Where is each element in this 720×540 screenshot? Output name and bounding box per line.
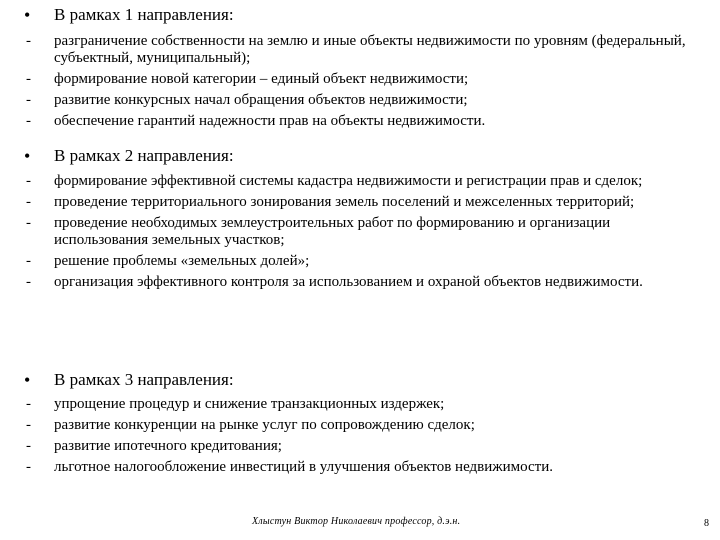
page-number: 8 bbox=[704, 518, 709, 529]
list-item bbox=[24, 438, 704, 455]
dash-icon: - bbox=[26, 92, 31, 108]
dash-icon: - bbox=[26, 417, 31, 433]
dash-icon: - bbox=[26, 396, 31, 412]
list-item-text: льготное налогообложение инвестиций в улучшения объектов недвижимости. bbox=[54, 459, 554, 475]
section-direction-2 bbox=[24, 146, 704, 291]
list-item bbox=[24, 113, 704, 130]
section-heading-text: В рамках 1 направления: bbox=[54, 5, 234, 24]
bullet-icon: • bbox=[24, 5, 31, 25]
dash-icon: - bbox=[26, 33, 31, 49]
list-item-text: развитие конкурсных начал обращения объектов недвижимости; bbox=[54, 92, 468, 108]
section-direction-3 bbox=[24, 370, 704, 476]
list-item bbox=[24, 459, 704, 476]
bullet-icon: • bbox=[24, 146, 31, 166]
list-item-text: упрощение процедур и снижение транзакционных издержек; bbox=[54, 396, 445, 412]
dash-icon: - bbox=[26, 113, 31, 129]
list-item bbox=[24, 417, 704, 434]
dash-icon: - bbox=[26, 194, 31, 210]
dash-icon: - bbox=[26, 71, 31, 87]
section-direction-1 bbox=[24, 5, 704, 130]
section-heading bbox=[24, 146, 704, 166]
section-heading bbox=[24, 370, 704, 390]
list-item-text: проведение территориального зонирования земель поселений и межселенных территорий; bbox=[54, 194, 635, 210]
list-item bbox=[24, 173, 704, 190]
dash-icon: - bbox=[26, 253, 31, 269]
dash-icon: - bbox=[26, 438, 31, 454]
item-list bbox=[24, 33, 704, 130]
dash-icon: - bbox=[26, 215, 31, 231]
list-item bbox=[24, 274, 704, 291]
section-heading bbox=[24, 5, 704, 25]
list-item bbox=[24, 194, 704, 211]
item-list bbox=[24, 396, 704, 476]
dash-icon: - bbox=[26, 173, 31, 189]
list-item-text: формирование эффективной системы кадастра недвижимости и регистрации прав и сделок; bbox=[54, 173, 643, 189]
list-item bbox=[24, 92, 704, 109]
list-item-text: организация эффективного контроля за использованием и охраной объектов недвижимости. bbox=[54, 274, 643, 290]
list-item-text: обеспечение гарантий надежности прав на объекты недвижимости. bbox=[54, 113, 486, 129]
section-heading-text: В рамках 2 направления: bbox=[54, 146, 234, 165]
dash-icon: - bbox=[26, 274, 31, 290]
list-item bbox=[24, 215, 704, 249]
item-list bbox=[24, 173, 704, 291]
list-item bbox=[24, 253, 704, 270]
list-item-text: разграничение собственности на землю и иные объекты недвижимости по уровням (федеральный, субъектный, муниципальный); bbox=[54, 33, 686, 66]
bullet-icon: • bbox=[24, 370, 31, 390]
list-item bbox=[24, 396, 704, 413]
list-item-text: развитие ипотечного кредитования; bbox=[54, 438, 282, 454]
dash-icon: - bbox=[26, 459, 31, 475]
list-item-text: проведение необходимых землеустроительных работ по формированию и организации использования земельных участков; bbox=[54, 215, 611, 248]
list-item-text: развитие конкуренции на рынке услуг по сопровождению сделок; bbox=[54, 417, 475, 433]
list-item-text: формирование новой категории – единый объект недвижимости; bbox=[54, 71, 469, 87]
footer-author: Хлыстун Виктор Николаевич профессор, д.э.н. bbox=[252, 516, 461, 527]
list-item bbox=[24, 33, 704, 67]
section-heading-text: В рамках 3 направления: bbox=[54, 370, 234, 389]
list-item bbox=[24, 71, 704, 88]
list-item-text: решение проблемы «земельных долей»; bbox=[54, 253, 310, 269]
